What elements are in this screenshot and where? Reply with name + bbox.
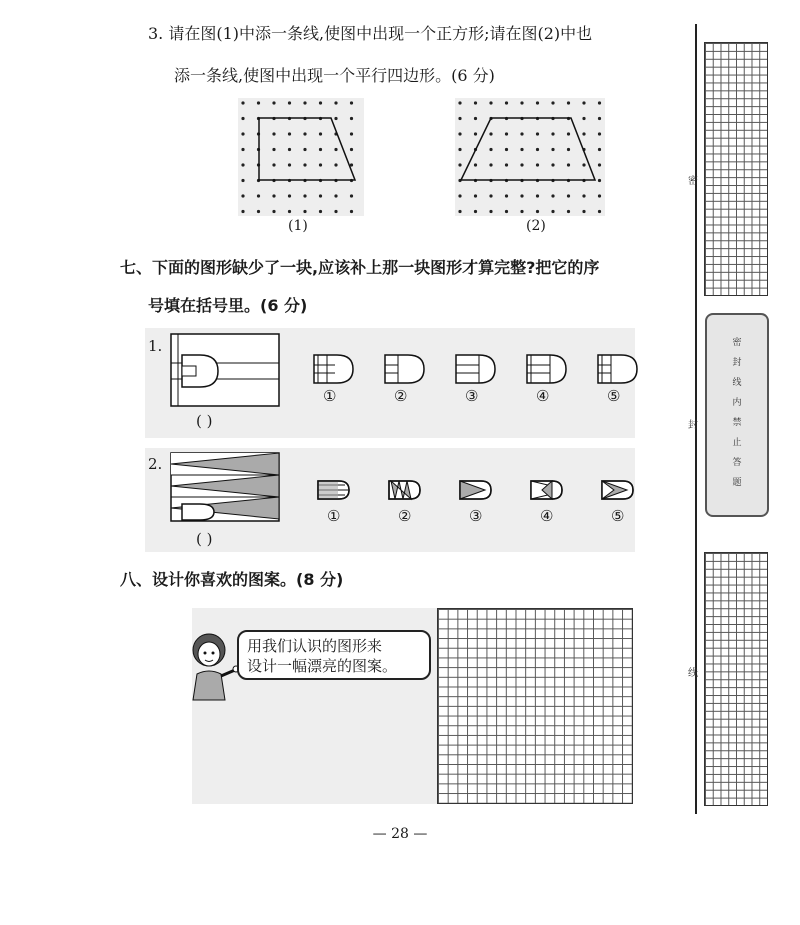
grid-dot [272,101,275,104]
item2-option-label: ④ [540,507,554,525]
grid-dot [582,132,585,135]
page-number: — 28 — [372,826,428,842]
item1-number: 1. [148,337,163,355]
grid-dot [319,101,322,104]
side-grid-bottom [704,552,768,806]
item1-option-3[interactable] [455,354,497,389]
item2-option-1[interactable] [317,480,351,505]
grid-dot [551,132,554,135]
grid-dot [474,132,477,135]
grid-dot [551,148,554,151]
grid-dot [334,148,337,151]
drawing-grid[interactable] [437,608,633,804]
grid-dot [241,163,244,166]
grid-dot [551,194,554,197]
item1-option-2[interactable] [384,354,426,389]
grid-dot [536,101,539,104]
grid-dot [598,194,601,197]
grid-dot [288,163,291,166]
grid-dot [458,117,461,120]
grid-dot [598,210,601,213]
item1-main-figure [170,333,282,409]
grid-dot [272,132,275,135]
grid-dot [272,163,275,166]
grid-dot [489,132,492,135]
grid-dot [582,163,585,166]
item1-option-label: ③ [465,387,479,405]
figure-2-label: (2) [526,218,546,234]
grid-dot [505,194,508,197]
item1-answer-blank[interactable]: ( ) [196,412,213,430]
grid-dot [598,179,601,182]
side-glyph-top: 密 [688,176,698,187]
grid-dot [598,132,601,135]
item1-option-label: ② [394,387,408,405]
item2-option-3[interactable] [459,480,493,505]
grid-dot [241,194,244,197]
grid-dot [334,117,337,120]
grid-dot [257,101,260,104]
grid-dot [334,194,337,197]
q3-line2: 添一条线,使图中出现一个平行四边形。(6 分) [174,66,495,85]
side-glyph-mid: 封 [688,420,698,431]
grid-dot [505,210,508,213]
item2-option-label: ② [398,507,412,525]
grid-dot [350,101,353,104]
grid-dot [598,148,601,151]
grid-dot [257,194,260,197]
grid-dot [505,132,508,135]
dot-grid-figure-2 [455,98,605,216]
grid-dot [505,101,508,104]
item2-option-label: ⑤ [611,507,625,525]
grid-dot [582,194,585,197]
grid-dot [520,210,523,213]
seal-char: 密 [732,338,742,348]
grid-dot [582,117,585,120]
grid-dot [582,210,585,213]
grid-dot [288,132,291,135]
grid-dot [303,148,306,151]
grid-dot [458,194,461,197]
side-glyph-bottom: 线 [688,668,698,679]
dot-grid-figure-1 [238,98,364,216]
grid-dot [567,148,570,151]
seal-char: 止 [732,438,742,448]
item2-option-label: ③ [469,507,483,525]
grid-dot [272,148,275,151]
item2-option-label: ① [327,507,341,525]
seal-char: 禁 [732,418,742,428]
seal-char: 封 [732,358,742,368]
grid-dot [551,210,554,213]
grid-dot [319,210,322,213]
grid-dot [567,163,570,166]
grid-dot [567,101,570,104]
grid-dot [303,101,306,104]
item1-option-1[interactable] [313,354,355,389]
speech-bubble [237,630,431,680]
section7-title-line1: 七、下面的图形缺少了一块,应该补上那一块图形才算完整?把它的序 [120,258,600,277]
grid-dot [536,148,539,151]
grid-dot [334,210,337,213]
grid-dot [474,194,477,197]
grid-dot [520,194,523,197]
item2-option-4[interactable] [530,480,564,505]
grid-dot [489,148,492,151]
seal-char: 线 [732,378,742,388]
grid-dot [536,163,539,166]
grid-dot [567,194,570,197]
bubble-line2: 设计一幅漂亮的图案。 [247,657,398,675]
grid-dot [241,132,244,135]
grid-dot [272,210,275,213]
grid-dot [350,194,353,197]
grid-dot [319,148,322,151]
grid-dot [598,163,601,166]
grid-dot [520,148,523,151]
grid-dot [489,163,492,166]
seal-char: 题 [732,478,742,488]
grid-dot [350,210,353,213]
grid-dot [334,163,337,166]
bubble-line1: 用我们认识的图形来 [247,637,383,655]
grid-dot [319,194,322,197]
grid-dot [303,210,306,213]
grid-dot [474,117,477,120]
grid-dot [474,210,477,213]
seal-char: 答 [732,458,742,468]
grid-dot [489,210,492,213]
grid-dot [489,101,492,104]
item2-main-figure [170,452,282,524]
section7-title-line2: 号填在括号里。(6 分) [148,296,308,315]
seal-notice-box [705,313,769,517]
grid-dot [458,148,461,151]
item1-option-label: ④ [536,387,550,405]
grid-dot [350,132,353,135]
item2-number: 2. [148,455,163,473]
grid-dot [474,163,477,166]
grid-dot [474,101,477,104]
grid-dot [520,101,523,104]
grid-dot [241,148,244,151]
grid-dot [458,101,461,104]
grid-dot [536,194,539,197]
grid-dot [350,148,353,151]
grid-dot [241,101,244,104]
grid-dot [288,148,291,151]
seal-char: 内 [732,398,742,408]
grid-dot [257,210,260,213]
item2-option-2[interactable] [388,480,422,505]
grid-dot [598,101,601,104]
grid-dot [567,210,570,213]
grid-dot [241,117,244,120]
grid-dot [505,163,508,166]
section8-title: 八、设计你喜欢的图案。(8 分) [120,570,344,589]
grid-dot [598,117,601,120]
grid-dot [350,117,353,120]
item2-option-5[interactable] [601,480,635,505]
grid-dot [520,132,523,135]
item1-option-label: ① [323,387,337,405]
seal-notice-text [707,333,767,493]
grid-dot [520,163,523,166]
grid-dot [303,194,306,197]
grid-dot [288,210,291,213]
grid-dot [319,132,322,135]
grid-dot [458,210,461,213]
grid-dot [319,163,322,166]
girl-illustration [183,630,239,702]
grid-dot [551,101,554,104]
item2-answer-blank[interactable]: ( ) [196,530,213,548]
item1-option-4[interactable] [526,354,568,389]
grid-dot [551,163,554,166]
grid-dot [303,132,306,135]
grid-dot [288,101,291,104]
grid-dot [458,132,461,135]
grid-dot [505,148,508,151]
side-grid-top [704,42,768,296]
figure-1-label: (1) [288,218,308,234]
grid-dot [489,194,492,197]
grid-dot [536,210,539,213]
grid-dot [536,132,539,135]
grid-dot [303,163,306,166]
grid-dot [241,210,244,213]
grid-dot [241,179,244,182]
grid-dot [582,101,585,104]
grid-dot [334,101,337,104]
grid-dot [272,194,275,197]
grid-dot [567,132,570,135]
item1-option-label: ⑤ [607,387,621,405]
q3-line1: 3. 请在图(1)中添一条线,使图中出现一个正方形;请在图(2)中也 [148,24,593,43]
grid-dot [288,194,291,197]
grid-dot [458,163,461,166]
item1-option-5[interactable] [597,354,639,389]
